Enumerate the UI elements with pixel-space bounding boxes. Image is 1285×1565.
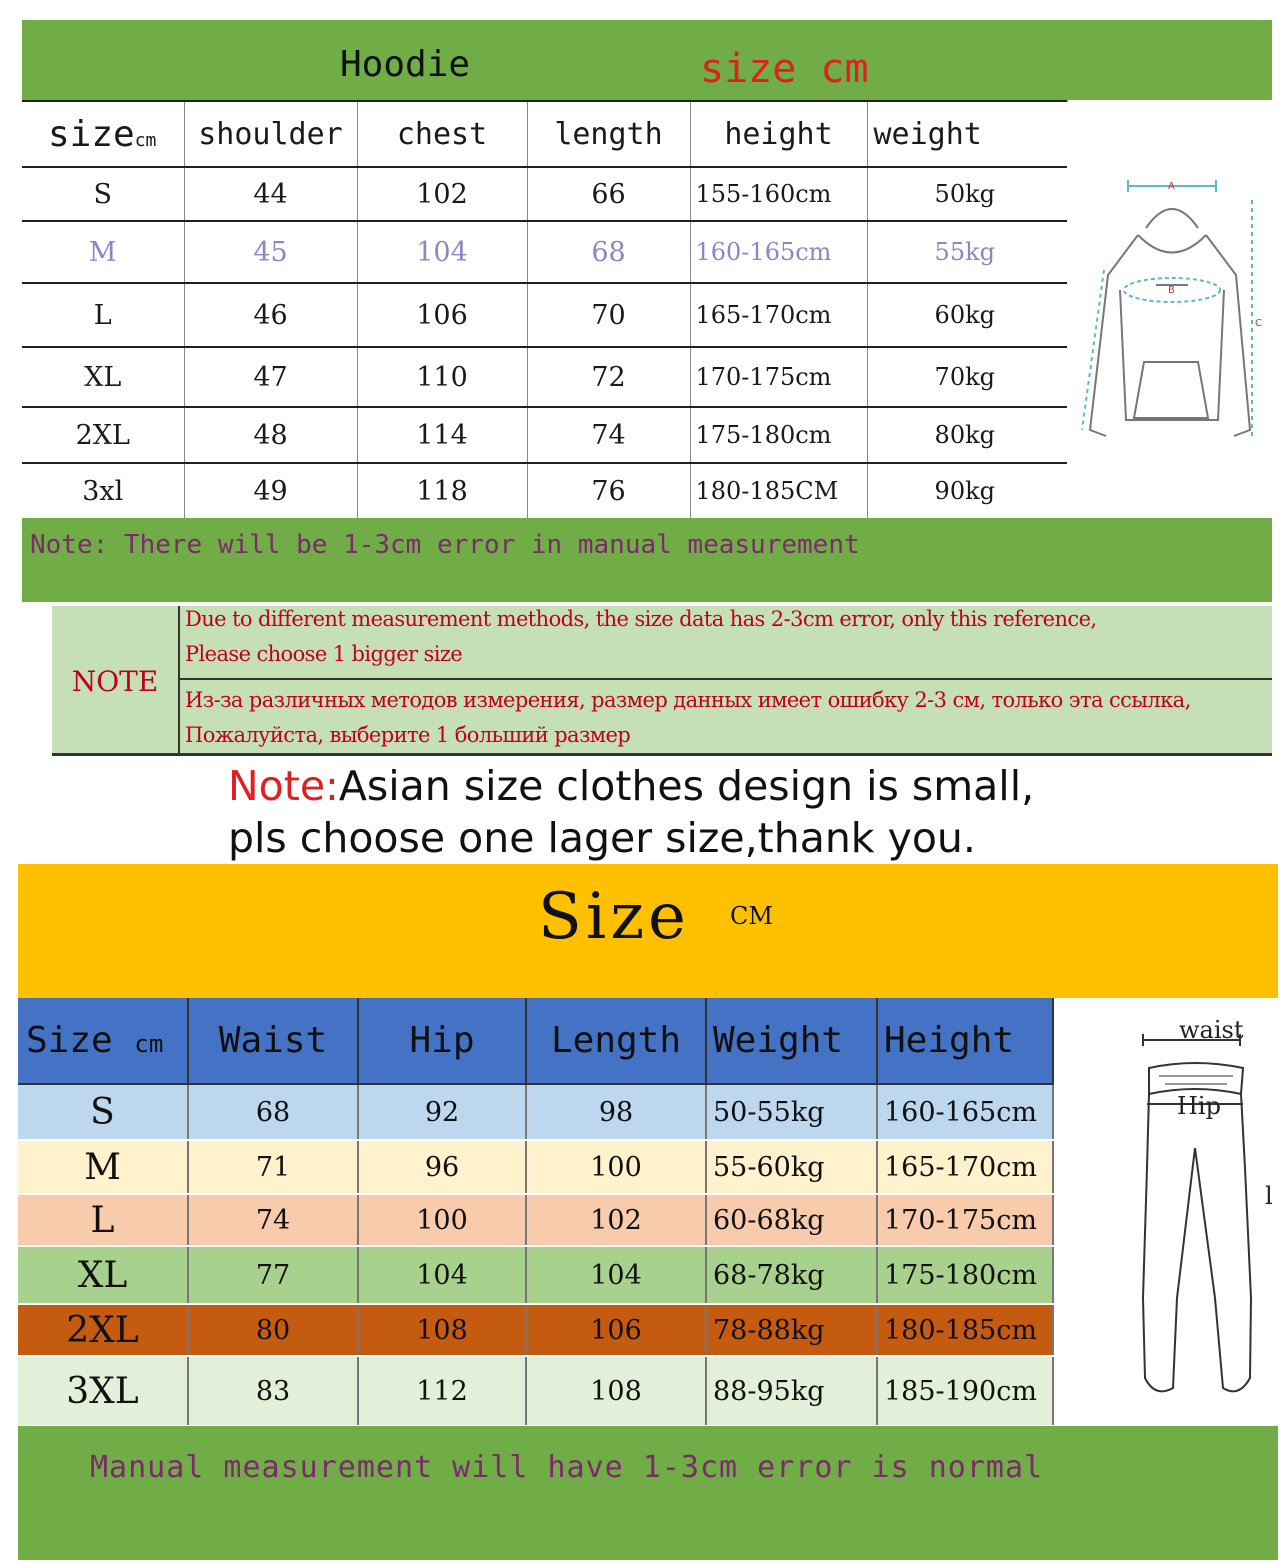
waist-cell: 80: [188, 1304, 358, 1356]
pants-note-bar: [18, 1426, 1278, 1560]
hoodie-label-c: C: [1255, 318, 1262, 329]
pants-title-unit: CM: [730, 902, 773, 930]
weight-cell: 70kg: [867, 347, 1067, 407]
pants-col-length: Length: [526, 998, 706, 1084]
waist-cell: 77: [188, 1246, 358, 1304]
length-cell: 68: [527, 221, 690, 283]
height-cell: 180-185CM: [690, 463, 867, 519]
weight-cell: 60kg: [867, 283, 1067, 347]
hoodie-col-size: sizecm: [22, 101, 184, 167]
size-cell: L: [22, 283, 184, 347]
table-row: [18, 1356, 1053, 1426]
asian-note-prefix: Note:: [228, 762, 339, 810]
hip-cell: 108: [358, 1304, 526, 1356]
waist-cell: 68: [188, 1084, 358, 1140]
hoodie-col-chest: chest: [357, 101, 527, 167]
shoulder-cell: 48: [184, 407, 357, 463]
hoodie-col-weight: weight: [867, 101, 1067, 167]
weight-cell: 78-88kg: [706, 1304, 877, 1356]
height-cell: 170-175cm: [690, 347, 867, 407]
height-cell: 185-190cm: [877, 1356, 1053, 1426]
hip-cell: 100: [358, 1194, 526, 1246]
hoodie-title: Hoodie: [340, 44, 471, 85]
chest-cell: 110: [357, 347, 527, 407]
length-cell: 108: [526, 1356, 706, 1426]
height-cell: 175-180cm: [690, 407, 867, 463]
height-cell: 165-170cm: [690, 283, 867, 347]
hoodie-col-shoulder: shoulder: [184, 101, 357, 167]
note-label: NOTE: [52, 606, 180, 756]
height-cell: 170-175cm: [877, 1194, 1053, 1246]
shoulder-cell: 47: [184, 347, 357, 407]
length-cell: 104: [526, 1246, 706, 1304]
hoodie-label-a: A: [1168, 181, 1175, 192]
height-cell: 160-165cm: [690, 221, 867, 283]
shoulder-cell: 49: [184, 463, 357, 519]
length-cell: 66: [527, 167, 690, 221]
length-cell: 74: [527, 407, 690, 463]
shoulder-cell: 45: [184, 221, 357, 283]
length-cell: 72: [527, 347, 690, 407]
pants-note-text: Manual measurement will have 1-3cm error is normal: [90, 1450, 1044, 1485]
hip-cell: 92: [358, 1084, 526, 1140]
pants-label-hip: Hip: [1177, 1092, 1221, 1120]
length-cell: 70: [527, 283, 690, 347]
weight-cell: 68-78kg: [706, 1246, 877, 1304]
weight-cell: 50-55kg: [706, 1084, 877, 1140]
length-cell: 98: [526, 1084, 706, 1140]
waist-cell: 71: [188, 1140, 358, 1194]
weight-cell: 80kg: [867, 407, 1067, 463]
size-cell: S: [22, 167, 184, 221]
hoodie-size-unit-label: size cm: [700, 46, 869, 92]
chest-cell: 102: [357, 167, 527, 221]
weight-cell: 55-60kg: [706, 1140, 877, 1194]
weight-cell: 60-68kg: [706, 1194, 877, 1246]
length-cell: 76: [527, 463, 690, 519]
pants-col-hip: Hip: [358, 998, 526, 1084]
height-cell: 165-170cm: [877, 1140, 1053, 1194]
note-ru-line-1: Из-за различных методов измерения, размер данных имеет ошибку 2-3 см, только эта ссылка,: [185, 688, 1191, 712]
size-cell: S: [18, 1084, 188, 1140]
pants-label-length: l: [1265, 1182, 1273, 1210]
asian-size-note: [228, 760, 1034, 864]
hoodie-diagram-icon: [1068, 100, 1272, 518]
asian-note-line-1: Asian size clothes design is small,: [338, 762, 1035, 810]
size-cell: 3XL: [18, 1356, 188, 1426]
pants-col-size: Size cm: [18, 998, 188, 1084]
size-cell: 2XL: [22, 407, 184, 463]
weight-cell: 55kg: [867, 221, 1067, 283]
table-row: [22, 283, 1067, 347]
height-cell: 175-180cm: [877, 1246, 1053, 1304]
height-cell: 160-165cm: [877, 1084, 1053, 1140]
length-cell: 100: [526, 1140, 706, 1194]
chest-cell: 118: [357, 463, 527, 519]
shoulder-cell: 46: [184, 283, 357, 347]
hoodie-size-table: [22, 100, 1067, 520]
note-box: [52, 606, 1272, 756]
note-en-line-1: Due to different measurement methods, the size data has 2-3cm error, only this reference,: [185, 607, 1097, 631]
pants-col-height: Height: [877, 998, 1053, 1084]
pants-label-waist: waist: [1179, 1016, 1244, 1044]
chest-cell: 104: [357, 221, 527, 283]
table-row: [18, 1304, 1053, 1356]
hoodie-label-b: B: [1168, 285, 1175, 296]
pants-col-waist: Waist: [188, 998, 358, 1084]
table-row: [18, 1194, 1053, 1246]
hip-cell: 112: [358, 1356, 526, 1426]
pants-table-header-row: [18, 998, 1053, 1084]
table-row: [22, 407, 1067, 463]
size-cell: XL: [22, 347, 184, 407]
note-ru-line-2: Пожалуйста, выберите 1 больший размер: [185, 723, 631, 747]
pants-size-table: [18, 998, 1054, 1427]
hoodie-table-header-row: [22, 101, 1067, 167]
length-cell: 106: [526, 1304, 706, 1356]
hoodie-header-bar: [22, 20, 1272, 102]
pants-header-bar: [18, 864, 1278, 998]
table-row: [18, 1140, 1053, 1194]
table-row: [18, 1246, 1053, 1304]
hip-cell: 104: [358, 1246, 526, 1304]
note-divider: [180, 678, 1272, 680]
pants-col-weight: Weight: [706, 998, 877, 1084]
table-row: [22, 167, 1067, 221]
hip-cell: 96: [358, 1140, 526, 1194]
table-row: [22, 221, 1067, 283]
hoodie-note-bar: [22, 518, 1272, 602]
waist-cell: 74: [188, 1194, 358, 1246]
chest-cell: 106: [357, 283, 527, 347]
size-cell: 2XL: [18, 1304, 188, 1356]
pants-diagram-icon: [1055, 998, 1278, 1426]
size-cell: 3xl: [22, 463, 184, 519]
size-cell: M: [22, 221, 184, 283]
size-cell: L: [18, 1194, 188, 1246]
note-en-line-2: Please choose 1 bigger size: [185, 642, 463, 666]
size-cell: XL: [18, 1246, 188, 1304]
height-cell: 155-160cm: [690, 167, 867, 221]
hoodie-col-length: length: [527, 101, 690, 167]
table-row: [18, 1084, 1053, 1140]
chest-cell: 114: [357, 407, 527, 463]
weight-cell: 50kg: [867, 167, 1067, 221]
size-cell: M: [18, 1140, 188, 1194]
hoodie-note-text: Note: There will be 1-3cm error in manual measurement: [30, 530, 860, 560]
weight-cell: 88-95kg: [706, 1356, 877, 1426]
waist-cell: 83: [188, 1356, 358, 1426]
length-cell: 102: [526, 1194, 706, 1246]
weight-cell: 90kg: [867, 463, 1067, 519]
pants-title: Size: [538, 880, 690, 954]
table-row: [22, 347, 1067, 407]
height-cell: 180-185cm: [877, 1304, 1053, 1356]
table-row: [22, 463, 1067, 519]
shoulder-cell: 44: [184, 167, 357, 221]
hoodie-col-height: height: [690, 101, 867, 167]
asian-note-line-2: pls choose one lager size,thank you.: [228, 814, 976, 862]
